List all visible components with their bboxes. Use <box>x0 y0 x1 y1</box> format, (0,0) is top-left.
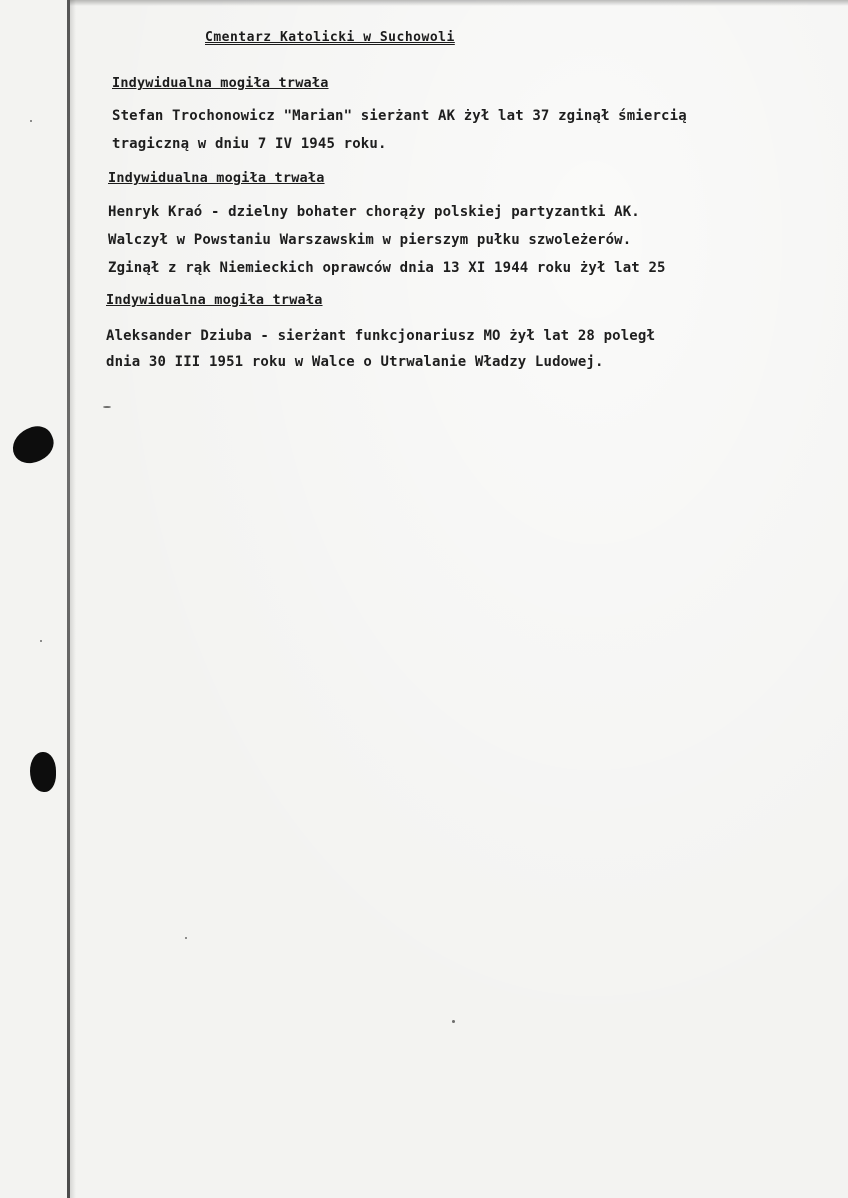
section-text-line: Walczył w Powstaniu Warszawskim w pierszym pułku szwoleżerów. <box>108 232 632 248</box>
section-text-line: tragiczną w dniu 7 IV 1945 roku. <box>112 136 387 152</box>
section-text-line: Zginął z rąk Niemieckich oprawców dnia 13 XI 1944 roku żył lat 25 <box>108 260 666 276</box>
section-text-line: dnia 30 III 1951 roku w Walce o Utrwalanie Władzy Ludowej. <box>106 354 604 370</box>
section-text-line: Henryk Kraó - dzielny bohater chorąży polskiej partyzantki AK. <box>108 204 640 220</box>
section-heading: Indywidualna mogiła trwała <box>108 170 325 186</box>
section-text-line: Aleksander Dziuba - sierżant funkcjonariusz MO żył lat 28 poległ <box>106 328 656 344</box>
document-title: Cmentarz Katolicki w Suchowoli <box>205 30 455 45</box>
section-text-line: Stefan Trochonowicz "Marian" sierżant AK żył lat 37 zginął śmiercią <box>112 108 687 124</box>
section-heading: Indywidualna mogiła trwała <box>106 292 323 308</box>
section-heading: Indywidualna mogiła trwała <box>112 75 329 91</box>
